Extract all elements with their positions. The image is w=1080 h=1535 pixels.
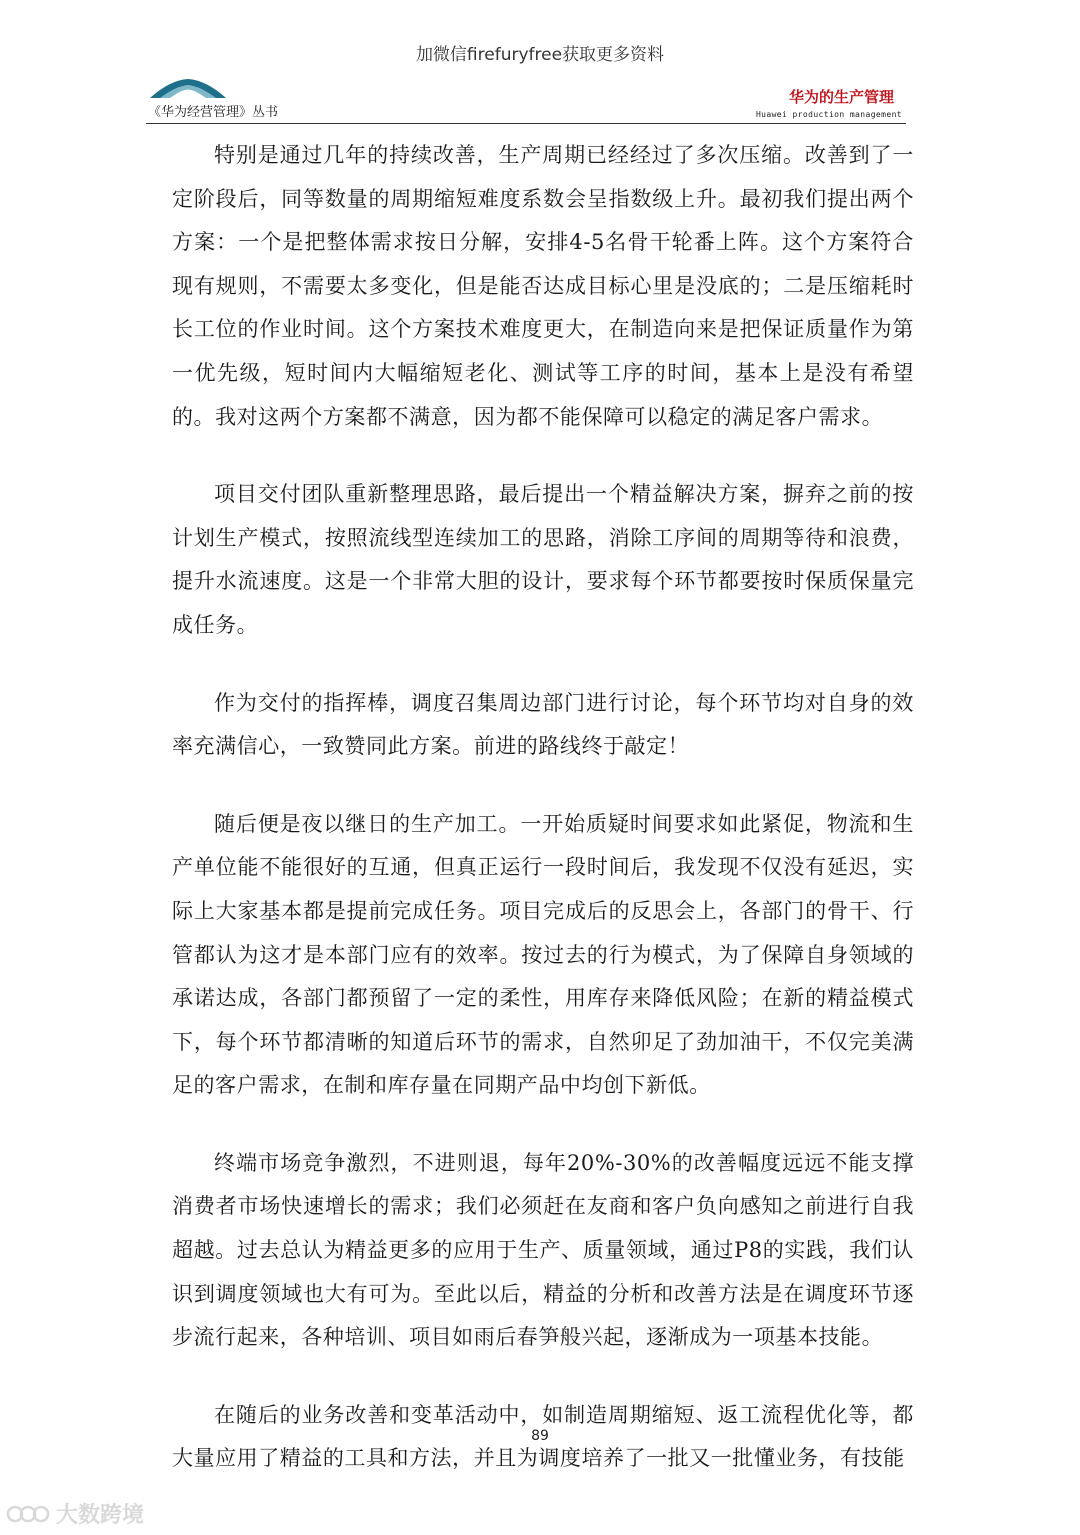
paragraph: 特别是通过几年的持续改善，生产周期已经经过了多次压缩。改善到了一定阶段后，同等数量的周期缩短难度系数会呈指数级上升。最初我们提出两个方案：一个是把整体需求按日分解，安排4-5名骨干轮番上阵。这个方案符合现有规则，不需要太多变化，但是能否达成目标心里是没底的；二是压缩耗时长工位的作业时间。这个方案技术难度更大，在制造向来是把保证质量作为第一优先级，短时间内大幅缩短老化、测试等工序的时间，基本上是没有希望的。我对这两个方案都不满意，因为都不能保障可以稳定的满足客户需求。 — [172, 143, 914, 429]
watermark-logo-icon — [6, 1501, 50, 1527]
book-subtitle: Huawei production management — [755, 110, 902, 119]
paragraph: 随后便是夜以继日的生产加工。一开始质疑时间要求如此紧促，物流和生产单位能不能很好的互通，但真正运行一段时间后，我发现不仅没有延迟，实际上大家基本都是提前完成任务。项目完成后的反思会上，各部门的骨干、行管都认为这才是本部门应有的效率。按过去的行为模式，为了保障自身领域的承诺达成，各部门都预留了一定的柔性，用库存来降低风险；在新的精益模式下，每个环节都清晰的知道后环节的需求，自然卯足了劲加油干，不仅完美满足的客户需求，在制和库存量在同期产品中均创下新低。 — [172, 811, 914, 1098]
series-label: 《华为经营管理》丛书 — [148, 105, 279, 120]
page-number: 89 — [531, 1428, 549, 1444]
paragraph: 终端市场竞争激烈，不进则退，每年20%-30%的改善幅度远远不能支撑消费者市场快速增长的需求；我们必须赶在友商和客户负向感知之前进行自我超越。过去总认为精益更多的应用于生产、质量领域，通过P8的实践，我们认识到调度领域也大有可为。至此以后，精益的分析和改善方法是在调度环节逐步流行起来，各种培训、项目如雨后春笋般兴起，逐渐成为一项基本技能。 — [172, 1150, 914, 1350]
paragraph: 项目交付团队重新整理思路，最后提出一个精益解决方案，摒弃之前的按计划生产模式，按照流线型连续加工的思路，消除工序间的周期等待和浪费，提升水流速度。这是一个非常大胆的设计，要求每个环节都要按时保质保量完成任务。 — [172, 482, 914, 637]
paragraph: 作为交付的指挥棒，调度召集周边部门进行讨论，每个环节均对自身的效率充满信心，一致赞同此方案。前进的路线终于敲定！ — [172, 690, 914, 759]
body-text — [172, 134, 914, 1515]
watermark-text: 大数跨境 — [56, 1503, 145, 1528]
mountain-logo-icon — [148, 76, 228, 102]
paragraph: 在随后的业务改善和变革活动中，如制造周期缩短、返工流程优化等，都大量应用了精益的工具和方法，并且为调度培养了一批又一批懂业务，有技能 — [172, 1402, 914, 1471]
watermark — [6, 1498, 144, 1529]
header-divider — [146, 123, 906, 124]
wechat-note: 加微信firefuryfree获取更多资料 — [415, 45, 665, 65]
book-title: 华为的生产管理 — [788, 88, 894, 106]
